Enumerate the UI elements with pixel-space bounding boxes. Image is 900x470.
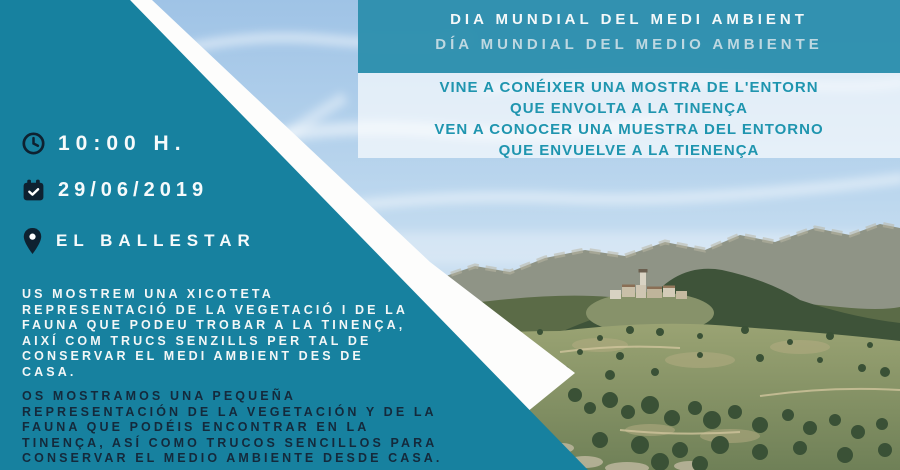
location-pin-icon — [21, 227, 44, 255]
text-line: QUE ENVUELVE A LA TIENENÇA — [498, 142, 760, 159]
description-catalan — [22, 287, 492, 381]
event-date-row — [21, 178, 208, 203]
text-line: VINE A CONÉIXER UNA MOSTRA DE L'ENTORN — [439, 79, 819, 96]
text-line: REPRESENTACIÓ DE LA VEGETACIÓ I DE LA — [22, 302, 409, 317]
text-line: TINENÇA, ASÍ COMO TRUCOS SENCILLOS PARA — [22, 435, 438, 450]
invite-text — [358, 77, 900, 161]
event-location-row — [21, 227, 256, 255]
text-line: US MOSTREM UNA XICOTETA — [22, 287, 274, 301]
event-location: EL BALLESTAR — [56, 231, 256, 250]
text-line: CONSERVAR EL MEDIO AMBIENTE DESDE CASA. — [22, 451, 443, 466]
event-time-row — [21, 131, 187, 156]
text-line: VEN A CONOCER UNA MUESTRA DEL ENTORNO — [434, 121, 824, 138]
title-spanish: DÍA MUNDIAL DEL MEDIO AMBIENTE — [435, 36, 823, 53]
text-line: CASA. — [22, 364, 77, 379]
event-date: 29/06/2019 — [58, 179, 209, 201]
text-line: QUE ENVOLTA A LA TINENÇA — [510, 100, 748, 117]
description-spanish — [22, 389, 492, 467]
clock-icon — [21, 131, 46, 156]
text-line: FAUNA QUE PODÉIS ENCONTRAR EN LA — [22, 420, 370, 435]
text-line: AIXÍ COM TRUCS SENZILLS PER TAL DE — [22, 333, 372, 348]
text-line: OS MOSTRAMOS UNA PEQUEÑA — [22, 389, 296, 403]
text-line: FAUNA QUE PODEU TROBAR A LA TINENÇA, — [22, 318, 406, 333]
event-time: 10:00 H. — [58, 131, 187, 155]
calendar-icon — [21, 178, 46, 203]
text-line: REPRESENTACIÓN DE LA VEGETACIÓN Y DE LA — [22, 404, 437, 419]
text-line: CONSERVAR EL MEDI AMBIENT DES DE — [22, 349, 364, 364]
title-catalan: DIA MUNDIAL DEL MEDI AMBIENT — [450, 11, 808, 28]
